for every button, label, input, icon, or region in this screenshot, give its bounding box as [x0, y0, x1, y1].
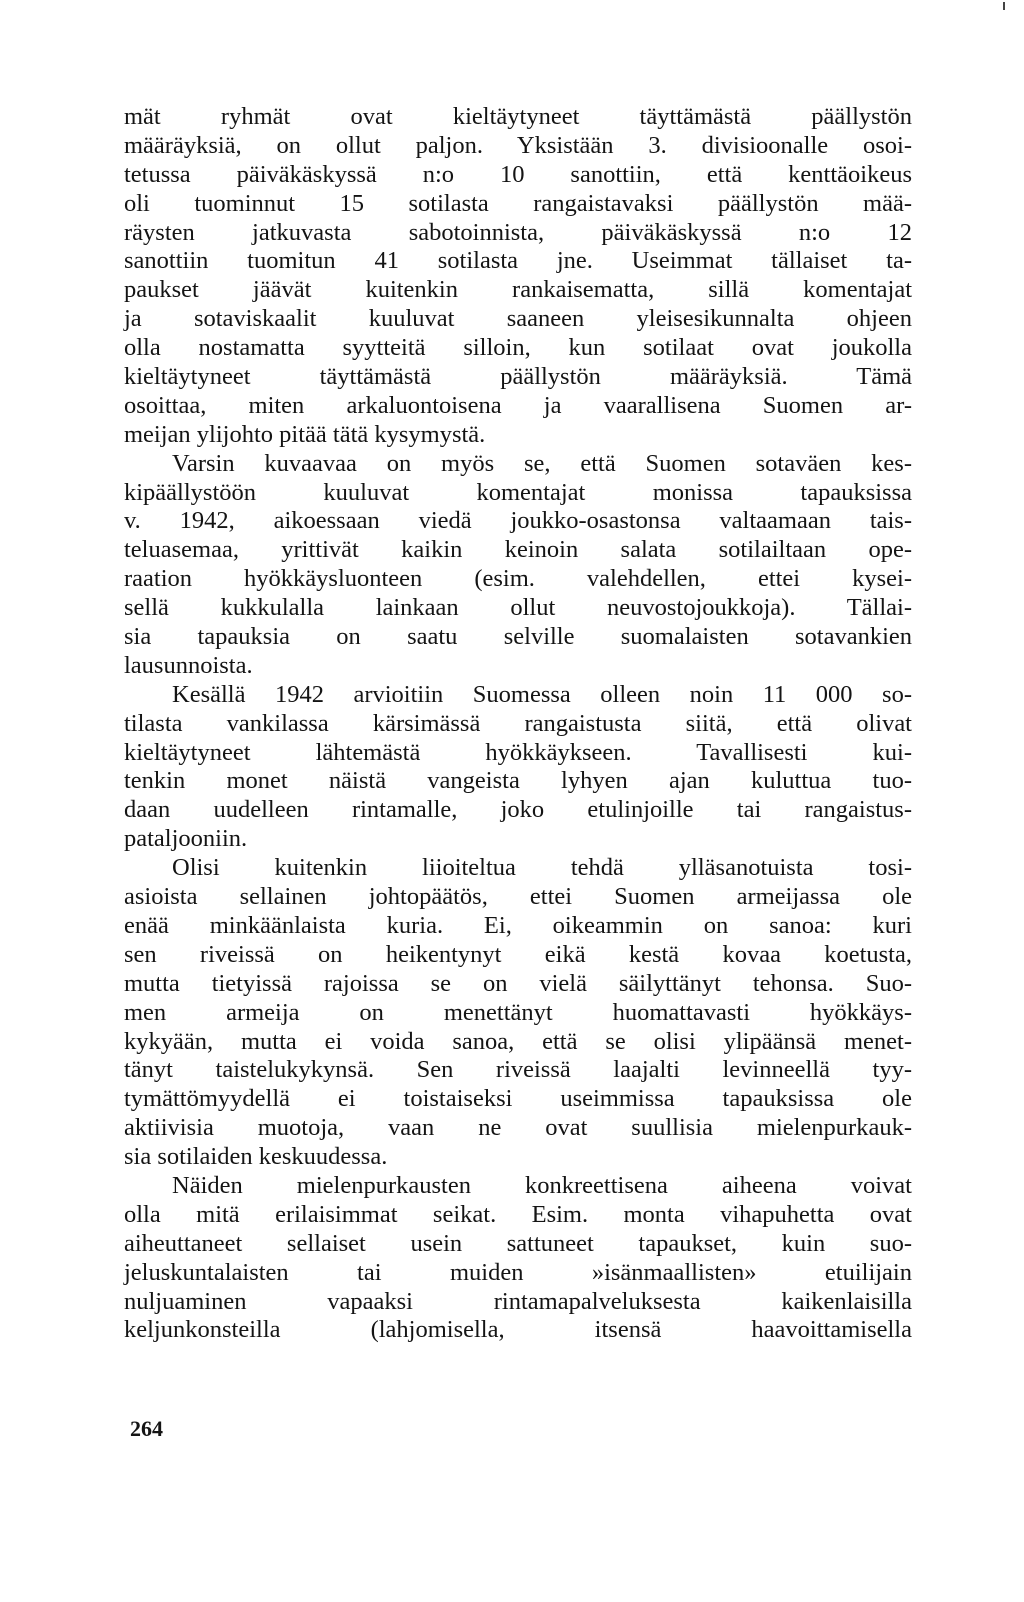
text-line: oli tuominnut 15 sotilasta rangaistavaksi päällystön mää-: [124, 189, 912, 217]
paragraph-start-line: Olisi kuitenkin liioiteltua tehdä ylläsanotuista tosi-: [172, 854, 912, 882]
text-line: paukset jäävät kuitenkin rankaisematta, sillä komentajat: [124, 276, 912, 304]
scan-mark: [1003, 2, 1005, 10]
text-line: tänyt taistelukykynsä. Sen riveissä laajalti levinneellä tyy-: [124, 1056, 912, 1084]
text-line: kykyään, mutta ei voida sanoa, että se olisi ylipäänsä menet-: [124, 1027, 912, 1055]
text-line: olla mitä erilaisimmat seikat. Esim. monta vihapuhetta ovat: [124, 1200, 912, 1228]
text-line: tymättömyydellä ei toistaiseksi useimmissa tapauksissa ole: [124, 1085, 912, 1113]
text-line: tilasta vankilassa kärsimässä rangaistusta siitä, että olivat: [124, 709, 912, 737]
text-line: mutta tietyissä rajoissa se on vielä säilyttänyt tehonsa. Suo-: [124, 969, 912, 997]
text-line: aiheuttaneet sellaiset usein sattuneet tapaukset, kuin suo-: [124, 1229, 912, 1257]
paragraph-end-line: sia sotilaiden keskuudessa.: [124, 1143, 388, 1171]
text-line: osoittaa, miten arkaluontoisena ja vaarallisena Suomen ar-: [124, 391, 912, 419]
text-line: v. 1942, aikoessaan viedä joukko-osastonsa valtaamaan tais-: [124, 507, 912, 535]
text-line: räysten jatkuvasta sabotoinnista, päiväkäskyssä n:o 12: [124, 218, 912, 246]
text-line: jeluskuntalaisten tai muiden »isänmaallisten» etuilijain: [124, 1258, 912, 1286]
page-number: 264: [130, 1416, 163, 1441]
text-line: keljunkonsteilla (lahjomisella, itsensä haavoittamisella: [124, 1316, 912, 1344]
text-line: enää minkäänlaista kuria. Ei, oikeammin on sanoa: kuri: [124, 911, 912, 939]
text-line: sanottiin tuomitun 41 sotilasta jne. Useimmat tällaiset ta-: [124, 247, 912, 275]
text-column: [124, 103, 912, 1345]
text-line: men armeija on menettänyt huomattavasti hyökkäys-: [124, 998, 912, 1026]
text-line: sellä kukkulalla lainkaan ollut neuvostojoukkoja). Tällai-: [124, 594, 912, 622]
text-line: tetussa päiväkäskyssä n:o 10 sanottiin, että kenttäoikeus: [124, 160, 912, 188]
text-line: kipäällystöön kuuluvat komentajat monissa tapauksissa: [124, 478, 912, 506]
text-line: daan uudelleen rintamalle, joko etulinjoille tai rangaistus-: [124, 796, 912, 824]
text-line: tenkin monet näistä vangeista lyhyen ajan kuluttua tuo-: [124, 767, 912, 795]
paragraph-end-line: pataljooniin.: [124, 825, 248, 853]
text-line: sia tapauksia on saatu selville suomalaisten sotavankien: [124, 623, 912, 651]
paragraph-end-line: meijan ylijohto pitää tätä kysymystä.: [124, 420, 486, 448]
paragraph-end-line: lausunnoista.: [124, 651, 253, 679]
paragraph-start-line: Näiden mielenpurkausten konkreettisena aiheena voivat: [172, 1171, 912, 1199]
paragraph-start-line: Kesällä 1942 arvioitiin Suomessa olleen noin 11 000 so-: [172, 680, 912, 708]
text-line: teluasemaa, yrittivät kaikin keinoin salata sotilailtaan ope-: [124, 536, 912, 564]
paragraph-start-line: Varsin kuvaavaa on myös se, että Suomen sotaväen kes-: [172, 449, 912, 477]
text-line: aktiivisia muotoja, vaan ne ovat suullisia mielenpurkauk-: [124, 1114, 912, 1142]
text-line: kieltäytyneet lähtemästä hyökkäykseen. Tavallisesti kui-: [124, 738, 912, 766]
text-line: raation hyökkäysluonteen (esim. valehdellen, ettei kysei-: [124, 565, 912, 593]
text-line: olla nostamatta syytteitä silloin, kun sotilaat ovat joukolla: [124, 334, 912, 362]
text-line: määräyksiä, on ollut paljon. Yksistään 3. divisioonalle osoi-: [124, 131, 912, 159]
text-line: sen riveissä on heikentynyt eikä kestä kovaa koetusta,: [124, 940, 912, 968]
text-line: ja sotaviskaalit kuuluvat saaneen yleisesikunnalta ohjeen: [124, 305, 912, 333]
text-line: mät ryhmät ovat kieltäytyneet täyttämästä päällystön: [124, 103, 912, 130]
text-line: asioista sellainen johtopäätös, ettei Suomen armeijassa ole: [124, 883, 912, 911]
text-line: kieltäytyneet täyttämästä päällystön määräyksiä. Tämä: [124, 363, 912, 391]
text-line: nuljuaminen vapaaksi rintamapalveluksesta kaikenlaisilla: [124, 1287, 912, 1315]
